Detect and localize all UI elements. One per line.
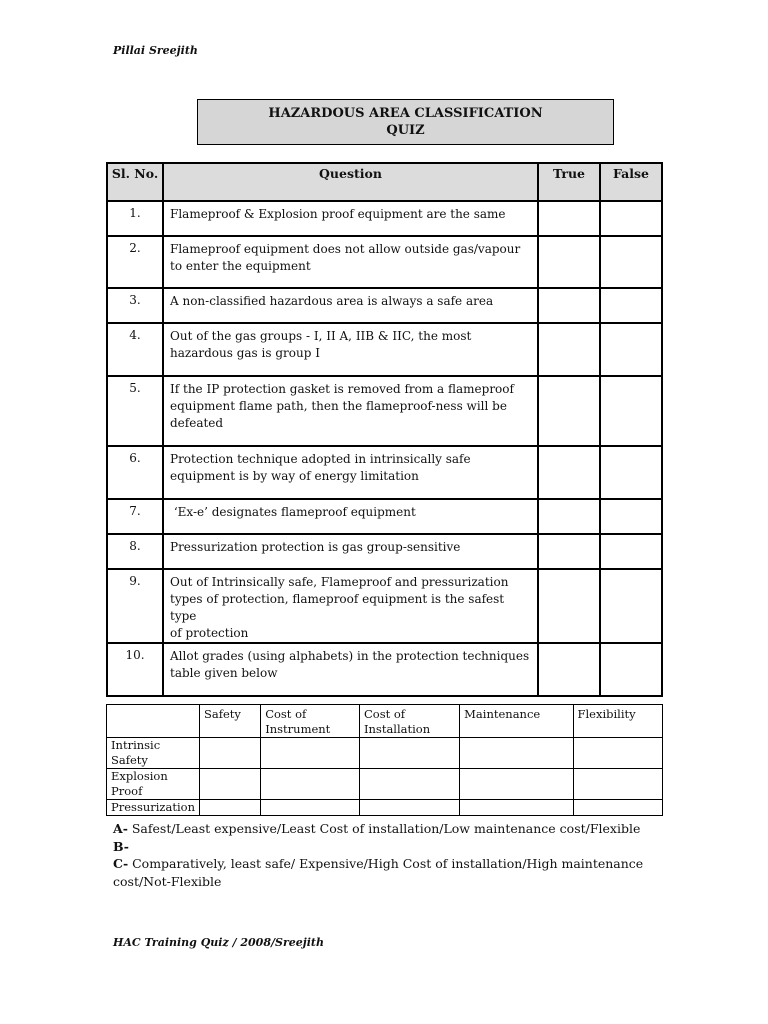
table-row [107, 376, 662, 446]
grade-cell[interactable] [460, 738, 573, 769]
table-row [107, 323, 662, 376]
legend-a-text: Safest/Least expensive/Least Cost of installation/Low maintenance cost/Flexible [127, 821, 641, 836]
false-answer-cell[interactable] [600, 323, 662, 376]
row-number: 8. [107, 534, 163, 569]
quiz-title-box [197, 99, 614, 145]
question-text [163, 499, 538, 534]
question-line: equipment is by way of energy limitation [170, 469, 419, 483]
false-answer-cell[interactable] [600, 236, 662, 288]
table-row [107, 769, 663, 800]
grade-cell[interactable] [359, 769, 459, 800]
grades-col-label: Safety [204, 707, 241, 721]
question-text [163, 288, 538, 323]
grade-cell[interactable] [359, 738, 459, 769]
grades-row-intrinsic-safety [107, 738, 200, 769]
row-number: 9. [107, 569, 163, 643]
sl-no-header: Sl. No. [107, 163, 163, 201]
grades-row-pressurization [107, 800, 200, 816]
question-line: Pressurization protection is gas group-sensitive [170, 540, 461, 554]
grades-col-label: Cost of [265, 707, 307, 721]
question-line: Flameproof & Explosion proof equipment are the same [170, 207, 506, 221]
question-text [163, 569, 538, 643]
grades-col-safety [200, 705, 261, 738]
question-text [163, 376, 538, 446]
question-text [163, 534, 538, 569]
table-row [107, 738, 663, 769]
grades-col-flexibility [573, 705, 663, 738]
footer-text: HAC Training Quiz / 2008/Sreejith [113, 936, 324, 949]
question-line: Allot grades (using alphabets) in the protection techniques [170, 649, 530, 663]
grade-cell[interactable] [573, 800, 663, 816]
table-row [107, 201, 662, 236]
grades-col-label: Installation [363, 722, 431, 736]
table-row [107, 288, 662, 323]
grades-table [106, 704, 663, 816]
legend-c-key: C- [113, 856, 129, 871]
grade-cell[interactable] [200, 738, 261, 769]
question-line: Protection technique adopted in intrinsically safe [170, 452, 471, 466]
grades-col-label: Maintenance [464, 707, 541, 721]
question-header: Question [163, 163, 538, 201]
grades-col-label: Instrument [265, 722, 331, 736]
grade-cell[interactable] [460, 800, 573, 816]
table-row [107, 569, 662, 643]
true-answer-cell[interactable] [538, 236, 600, 288]
true-answer-cell[interactable] [538, 201, 600, 236]
question-line: table given below [170, 666, 278, 680]
grades-row-label: Safety [111, 753, 148, 767]
row-number: 6. [107, 446, 163, 499]
false-answer-cell[interactable] [600, 499, 662, 534]
grades-col-label: Cost of [363, 707, 406, 721]
legend-b [113, 838, 653, 856]
grades-row-explosion-proof [107, 769, 200, 800]
false-answer-cell[interactable] [600, 643, 662, 696]
grade-cell[interactable] [200, 800, 261, 816]
grade-cell[interactable] [359, 800, 459, 816]
true-answer-cell[interactable] [538, 534, 600, 569]
legend-b-key: B- [113, 838, 129, 854]
question-line: A non-classified hazardous area is always a safe area [170, 294, 494, 308]
row-number: 3. [107, 288, 163, 323]
false-answer-cell[interactable] [600, 569, 662, 643]
grades-col-label: Flexibility [577, 707, 636, 721]
row-number: 5. [107, 376, 163, 446]
grade-cell[interactable] [261, 769, 360, 800]
grade-cell[interactable] [573, 738, 663, 769]
true-answer-cell[interactable] [538, 643, 600, 696]
row-number: 10. [107, 643, 163, 696]
true-answer-cell[interactable] [538, 499, 600, 534]
false-header: False [600, 163, 662, 201]
table-row [107, 800, 663, 816]
table-row [107, 534, 662, 569]
question-line: defeated [170, 416, 224, 430]
grades-corner-cell [107, 705, 200, 738]
grades-row-label: Pressurization [111, 800, 195, 814]
grade-cell[interactable] [573, 769, 663, 800]
true-answer-cell[interactable] [538, 376, 600, 446]
legend-a [113, 820, 653, 838]
question-line: of protection [170, 626, 249, 640]
row-number: 7. [107, 499, 163, 534]
true-answer-cell[interactable] [538, 569, 600, 643]
quiz-header-row [107, 163, 662, 201]
legend-c-text: Comparatively, least safe/ Expensive/High Cost of installation/High maintenance cost/Not-Flexible [113, 856, 648, 889]
question-text [163, 323, 538, 376]
grades-col-cost-of-installation [359, 705, 459, 738]
false-answer-cell[interactable] [600, 446, 662, 499]
grades-row-label: Explosion [111, 769, 168, 783]
row-number: 4. [107, 323, 163, 376]
grades-row-label: Proof [111, 784, 143, 798]
question-line: types of protection, flameproof equipment is the safest type [170, 592, 505, 623]
grade-cell[interactable] [261, 738, 360, 769]
question-line: ‘Ex-e’ designates flameproof equipment [170, 505, 416, 519]
table-row [107, 643, 662, 696]
grades-header-row [107, 705, 663, 738]
quiz-table [106, 162, 663, 697]
question-line: equipment flame path, then the flameproof-ness will be [170, 399, 507, 413]
row-number: 1. [107, 201, 163, 236]
quiz-title-line1: HAZARDOUS AREA CLASSIFICATION [268, 106, 543, 121]
question-line: to enter the equipment [170, 259, 311, 273]
grade-cell[interactable] [460, 769, 573, 800]
table-row [107, 446, 662, 499]
legend-c [113, 855, 653, 890]
true-answer-cell[interactable] [538, 446, 600, 499]
false-answer-cell[interactable] [600, 288, 662, 323]
grade-cell[interactable] [261, 800, 360, 816]
grades-col-maintenance [460, 705, 573, 738]
legend-a-key: A- [113, 821, 128, 836]
question-text [163, 236, 538, 288]
grades-row-label: Intrinsic [111, 738, 161, 752]
table-row [107, 499, 662, 534]
true-answer-cell[interactable] [538, 288, 600, 323]
quiz-title-line2: QUIZ [386, 123, 425, 138]
question-text [163, 643, 538, 696]
header-author: Pillai Sreejith [113, 44, 198, 57]
false-answer-cell[interactable] [600, 534, 662, 569]
question-text [163, 446, 538, 499]
false-answer-cell[interactable] [600, 201, 662, 236]
grade-cell[interactable] [200, 769, 261, 800]
grades-col-cost-of-instrument [261, 705, 360, 738]
question-line: hazardous gas is group I [170, 346, 320, 360]
row-number: 2. [107, 236, 163, 288]
question-text [163, 201, 538, 236]
question-line: If the IP protection gasket is removed from a flameproof [170, 382, 514, 396]
grade-legend [113, 820, 653, 890]
table-row [107, 236, 662, 288]
true-answer-cell[interactable] [538, 323, 600, 376]
question-line: Out of the gas groups - I, II A, IIB & IIC, the most [170, 329, 472, 343]
question-line: Flameproof equipment does not allow outside gas/vapour [170, 242, 521, 256]
true-header: True [538, 163, 600, 201]
false-answer-cell[interactable] [600, 376, 662, 446]
question-line: Out of Intrinsically safe, Flameproof and pressurization [170, 575, 509, 589]
